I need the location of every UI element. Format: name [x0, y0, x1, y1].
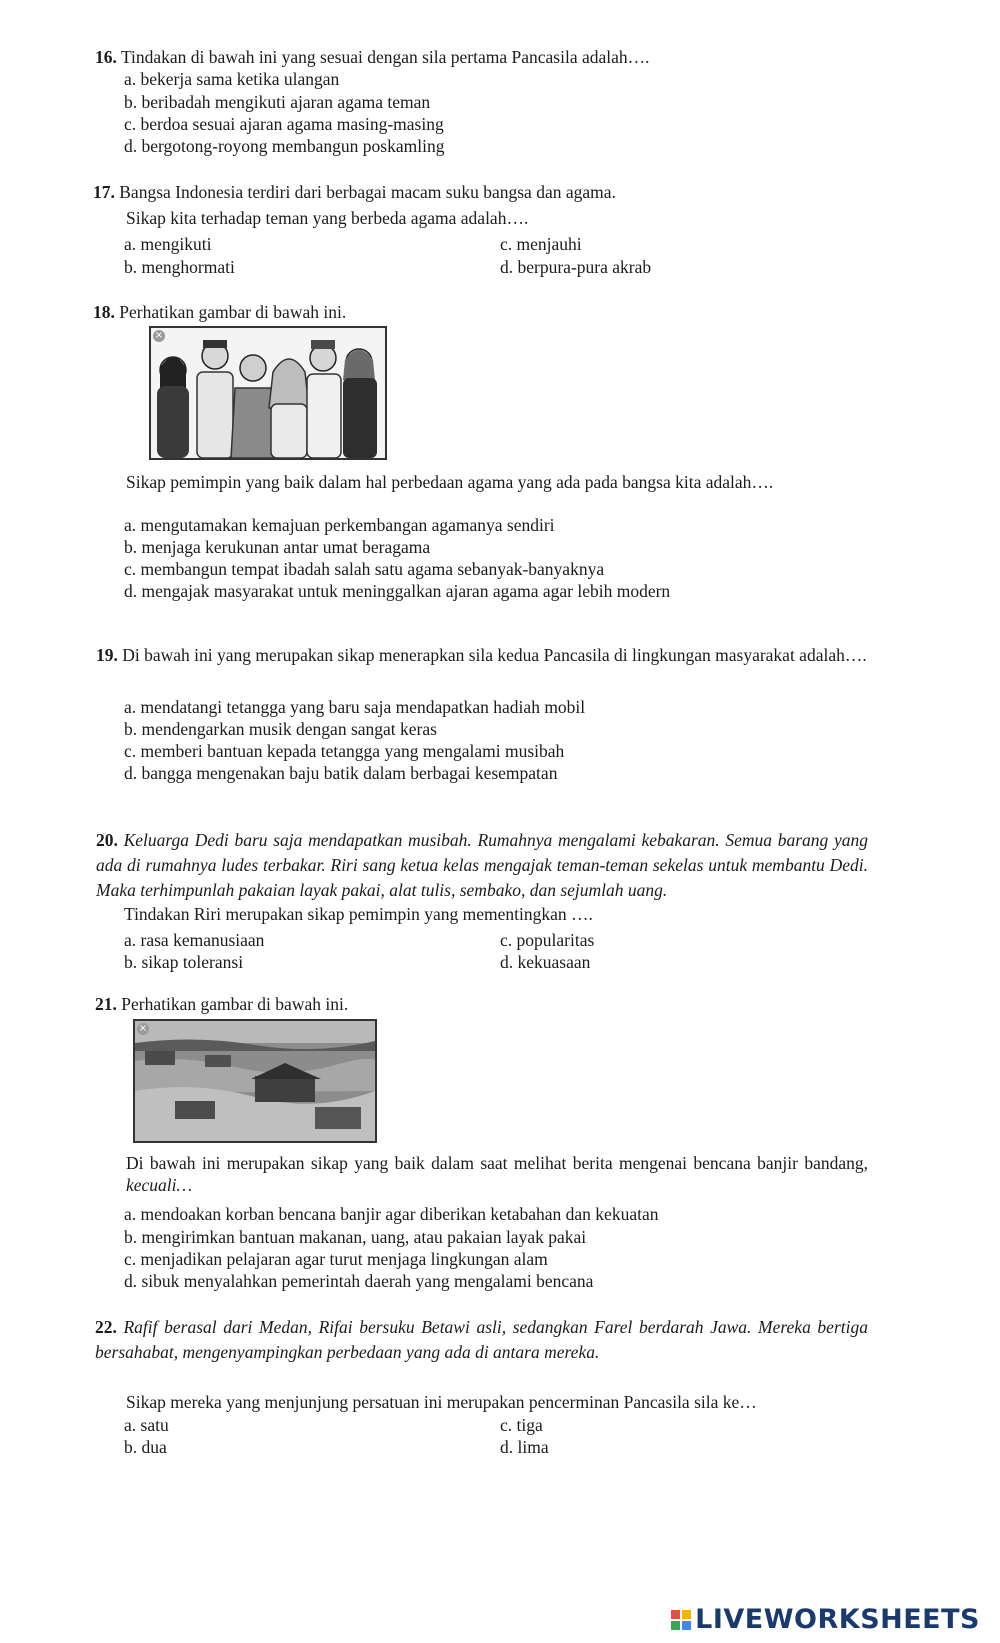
- flood-photo-icon: [135, 1021, 375, 1141]
- q21-question-italic: kecuali…: [126, 1175, 193, 1195]
- q21-intro-line: [95, 993, 348, 1015]
- q22-option-c[interactable]: c. tiga: [500, 1415, 543, 1435]
- q21-question-block: [126, 1152, 868, 1196]
- q18-intro: Perhatikan gambar di bawah ini.: [119, 302, 347, 322]
- q20-question: Tindakan Riri merupakan sikap pemimpin yang mementingkan ….: [124, 904, 593, 924]
- q16-option-b[interactable]: b. beribadah mengikuti ajaran agama teman: [124, 92, 431, 112]
- logo-square-2: [682, 1610, 691, 1619]
- q19-number: 19.: [96, 645, 118, 665]
- q22-option-d[interactable]: d. lima: [500, 1437, 549, 1457]
- q18-intro-line: [93, 301, 346, 323]
- q20-story: Keluarga Dedi baru saja mendapatkan musibah. Rumahnya mengalami kebakaran. Semua barang yang ada di rumahnya ludes terbakar. Riri sang ketua kelas mengajak teman-teman sekelas untuk membantu Dedi. Maka terhimpunlah pakaian layak pakai, alat tulis, sembako, dan sejumlah uang.: [96, 830, 869, 900]
- q16-question-line: [95, 46, 650, 68]
- q19-question-block: [96, 643, 868, 668]
- q21-option-d[interactable]: d. sibuk menyalahkan pemerintah daerah yang mengalami bencana: [124, 1271, 594, 1291]
- q20-option-b[interactable]: b. sikap toleransi: [124, 952, 244, 972]
- q21-option-c[interactable]: c. menjadikan pelajaran agar turut menjaga lingkungan alam: [124, 1249, 548, 1269]
- q22-option-b[interactable]: b. dua: [124, 1437, 167, 1457]
- q18-option-b[interactable]: b. menjaga kerukunan antar umat beragama: [124, 537, 431, 557]
- q17-option-c[interactable]: c. menjauhi: [500, 234, 582, 254]
- q18-option-d[interactable]: d. mengajak masyarakat untuk meninggalkan ajaran agama agar lebih modern: [124, 581, 671, 601]
- q19-option-b[interactable]: b. mendengarkan musik dengan sangat keras: [124, 719, 437, 739]
- q17-option-a[interactable]: a. mengikuti: [124, 234, 212, 254]
- q17-option-b[interactable]: b. menghormati: [124, 257, 235, 277]
- logo-square-3: [671, 1621, 680, 1630]
- q20-option-c[interactable]: c. popularitas: [500, 930, 595, 950]
- q19-question: Di bawah ini yang merupakan sikap menerapkan sila kedua Pancasila di lingkungan masyarakat adalah….: [122, 645, 867, 665]
- q16-question: Tindakan di bawah ini yang sesuai dengan sila pertama Pancasila adalah….: [120, 47, 650, 67]
- logo-square-1: [671, 1610, 680, 1619]
- q22-number: 22.: [95, 1317, 117, 1337]
- close-icon[interactable]: ×: [154, 330, 164, 341]
- q16-option-c[interactable]: c. berdoa sesuai ajaran agama masing-masing: [124, 114, 444, 134]
- q18-option-c[interactable]: c. membangun tempat ibadah salah satu agama sebanyak-banyaknya: [124, 559, 605, 579]
- q18-option-a[interactable]: a. mengutamakan kemajuan perkembangan agamanya sendiri: [124, 515, 555, 535]
- q20-number: 20.: [96, 830, 118, 850]
- people-illustration-icon: [151, 328, 385, 458]
- q21-option-a[interactable]: a. mendoakan korban bencana banjir agar diberikan ketabahan dan kekuatan: [124, 1204, 659, 1224]
- logo-square-4: [682, 1621, 691, 1630]
- q18-question: Sikap pemimpin yang baik dalam hal perbedaan agama yang ada pada bangsa kita adalah….: [126, 472, 774, 492]
- q19-option-c[interactable]: c. memberi bantuan kepada tetangga yang mengalami musibah: [124, 741, 565, 761]
- q17-option-d[interactable]: d. berpura-pura akrab: [500, 257, 652, 277]
- q16-number: 16.: [95, 47, 117, 67]
- q18-religions-illustration: [149, 326, 387, 460]
- q20-option-d[interactable]: d. kekuasaan: [500, 952, 591, 972]
- close-icon[interactable]: ×: [138, 1023, 148, 1034]
- q17-question-line2: Sikap kita terhadap teman yang berbeda agama adalah….: [126, 208, 529, 228]
- q16-option-a[interactable]: a. bekerja sama ketika ulangan: [124, 69, 340, 89]
- q21-number: 21.: [95, 994, 117, 1014]
- q20-story-block: [96, 828, 868, 903]
- q18-number: 18.: [93, 302, 115, 322]
- q22-question: Sikap mereka yang menjunjung persatuan ini merupakan pencerminan Pancasila sila ke…: [126, 1392, 757, 1412]
- liveworksheets-wordmark: LIVEWORKSHEETS: [695, 1604, 980, 1635]
- q21-option-b[interactable]: b. mengirimkan bantuan makanan, uang, atau pakaian layak pakai: [124, 1227, 587, 1247]
- q22-option-a[interactable]: a. satu: [124, 1415, 169, 1435]
- q17-number: 17.: [93, 182, 115, 202]
- q17-question-text1: Bangsa Indonesia terdiri dari berbagai macam suku bangsa dan agama.: [119, 182, 616, 202]
- q21-flood-photo: [133, 1019, 377, 1143]
- q17-question-line1: [93, 181, 616, 203]
- q19-option-d[interactable]: d. bangga mengenakan baju batik dalam berbagai kesempatan: [124, 763, 558, 783]
- q22-story: Rafif berasal dari Medan, Rifai bersuku Betawi asli, sedangkan Farel berdarah Jawa. Mereka bertiga bersahabat, mengenyampingkan perbedaan yang ada di antara mereka.: [95, 1317, 868, 1362]
- liveworksheets-grid-icon: [671, 1610, 691, 1630]
- q19-option-a[interactable]: a. mendatangi tetangga yang baru saja mendapatkan hadiah mobil: [124, 697, 586, 717]
- q22-story-block: [95, 1315, 868, 1365]
- q16-option-d[interactable]: d. bergotong-royong membangun poskamling: [124, 136, 445, 156]
- liveworksheets-logo: [671, 1604, 980, 1635]
- q20-option-a[interactable]: a. rasa kemanusiaan: [124, 930, 265, 950]
- q21-intro: Perhatikan gambar di bawah ini.: [121, 994, 349, 1014]
- q21-question: Di bawah ini merupakan sikap yang baik dalam saat melihat berita mengenai bencana banjir bandang,: [126, 1153, 868, 1173]
